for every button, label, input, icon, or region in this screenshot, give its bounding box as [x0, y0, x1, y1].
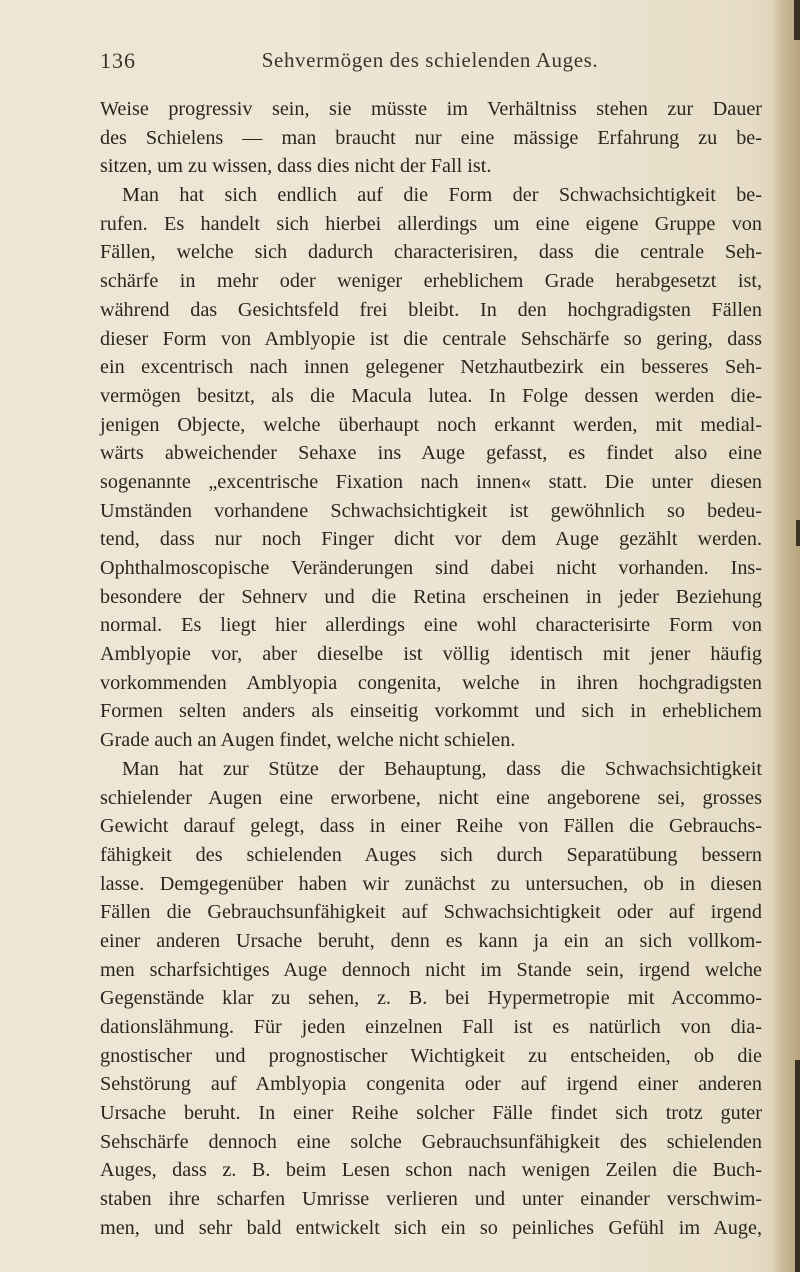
text-line: des Schielens — man braucht nur eine mässige Erfahrung zu be- — [100, 126, 762, 149]
text-line: lasse. Demgegenüber haben wir zunächst zu untersuchen, ob in diesen — [100, 872, 762, 895]
text-line: ein excentrisch nach innen gelegener Netzhautbezirk ein besseres Seh- — [100, 356, 762, 379]
page-edge-mark — [794, 0, 800, 40]
text-line: wärts abweichender Sehaxe ins Auge gefasst, es findet also eine — [100, 442, 762, 465]
text-line: men scharfsichtiges Auge dennoch nicht im Stande sein, irgend welche — [100, 958, 762, 981]
text-line: Gewicht darauf gelegt, dass in einer Reihe von Fällen die Gebrauchs- — [100, 815, 762, 838]
text-line: tend, dass nur noch Finger dicht vor dem Auge gezählt werden. — [100, 528, 762, 551]
text-line: gnostischer und prognostischer Wichtigkeit zu entscheiden, ob die — [100, 1044, 762, 1067]
text-line: dieser Form von Amblyopie ist die centrale Sehschärfe so gering, dass — [100, 327, 762, 350]
text-line: Grade auch an Augen findet, welche nicht schielen. — [100, 729, 516, 752]
text-line: staben ihre scharfen Umrisse verlieren und unter einander verschwim- — [100, 1188, 762, 1211]
text-line: Fällen, welche sich dadurch characterisiren, dass die centrale Seh- — [100, 241, 762, 264]
text-line: Ursache beruht. In einer Reihe solcher Fälle findet sich trotz guter — [100, 1102, 762, 1125]
text-line: Formen selten anders als einseitig vorkommt und sich in erheblichem — [100, 700, 762, 723]
text-line: dationslähmung. Für jeden einzelnen Fall ist es natürlich von dia- — [100, 1016, 762, 1038]
text-line: Man hat zur Stütze der Behauptung, dass die Schwachsichtigkeit — [122, 757, 762, 780]
page-edge-mark — [796, 520, 800, 546]
text-line: vermögen besitzt, als die Macula lutea. In Folge dessen werden die- — [100, 384, 762, 407]
text-line: Umständen vorhandene Schwachsichtigkeit ist gewöhnlich so bedeu- — [100, 499, 762, 522]
body-text — [100, 95, 762, 1243]
text-line: während das Gesichtsfeld frei bleibt. In den hochgradigsten Fällen — [100, 298, 762, 321]
text-line: Gegenstände klar zu sehen, z. B. bei Hypermetropie mit Accommo- — [100, 987, 762, 1010]
text-line: Ophthalmoscopische Veränderungen sind dabei nicht vorhanden. Ins- — [100, 557, 762, 579]
page-number: 136 — [100, 48, 136, 73]
text-line: Man hat sich endlich auf die Form der Schwachsichtigkeit be- — [122, 184, 762, 207]
text-line: schärfe in mehr oder weniger erheblichem Grade herabgesetzt ist, — [100, 270, 762, 293]
text-line: Sehschärfe dennoch eine solche Gebrauchsunfähigkeit des schielenden — [100, 1130, 762, 1153]
text-line: Fällen die Gebrauchsunfähigkeit auf Schwachsichtigkeit oder auf irgend — [100, 901, 762, 924]
text-line: Amblyopie vor, aber dieselbe ist völlig identisch mit jener häufig — [100, 643, 762, 666]
text-line: Weise progressiv sein, sie müsste im Verhältniss stehen zur Dauer — [100, 98, 762, 120]
text-line: besondere der Sehnerv und die Retina erscheinen in jeder Beziehung — [100, 585, 762, 608]
text-line: men, und sehr bald entwickelt sich ein so peinliches Gefühl im Auge, — [100, 1216, 762, 1239]
text-line: normal. Es liegt hier allerdings eine wohl characterisirte Form von — [100, 614, 762, 637]
page-edge-mark — [795, 1060, 800, 1272]
text-line: sogenannte „excentrische Fixation nach innen« statt. Die unter diesen — [100, 470, 762, 493]
text-line: sitzen, um zu wissen, dass dies nicht der Fall ist. — [100, 155, 492, 178]
page-header — [100, 48, 760, 80]
running-head: Sehvermögen des schielenden Auges. — [261, 48, 599, 72]
text-line: Sehstörung auf Amblyopia congenita oder auf irgend einer anderen — [100, 1073, 762, 1096]
text-line: Auges, dass z. B. beim Lesen schon nach wenigen Zeilen die Buch- — [100, 1159, 762, 1182]
text-line: einer anderen Ursache beruht, denn es kann ja ein an sich vollkom- — [100, 929, 762, 952]
text-line: vorkommenden Amblyopia congenita, welche in ihren hochgradigsten — [100, 671, 762, 694]
text-line: jenigen Objecte, welche überhaupt noch erkannt werden, mit medial- — [100, 413, 762, 436]
text-line: rufen. Es handelt sich hierbei allerdings um eine eigene Gruppe von — [100, 212, 762, 235]
text-line: schielender Augen eine erworbene, nicht eine angeborene sei, grosses — [100, 786, 762, 809]
text-line: fähigkeit des schielenden Auges sich durch Separatübung bessern — [100, 843, 762, 866]
